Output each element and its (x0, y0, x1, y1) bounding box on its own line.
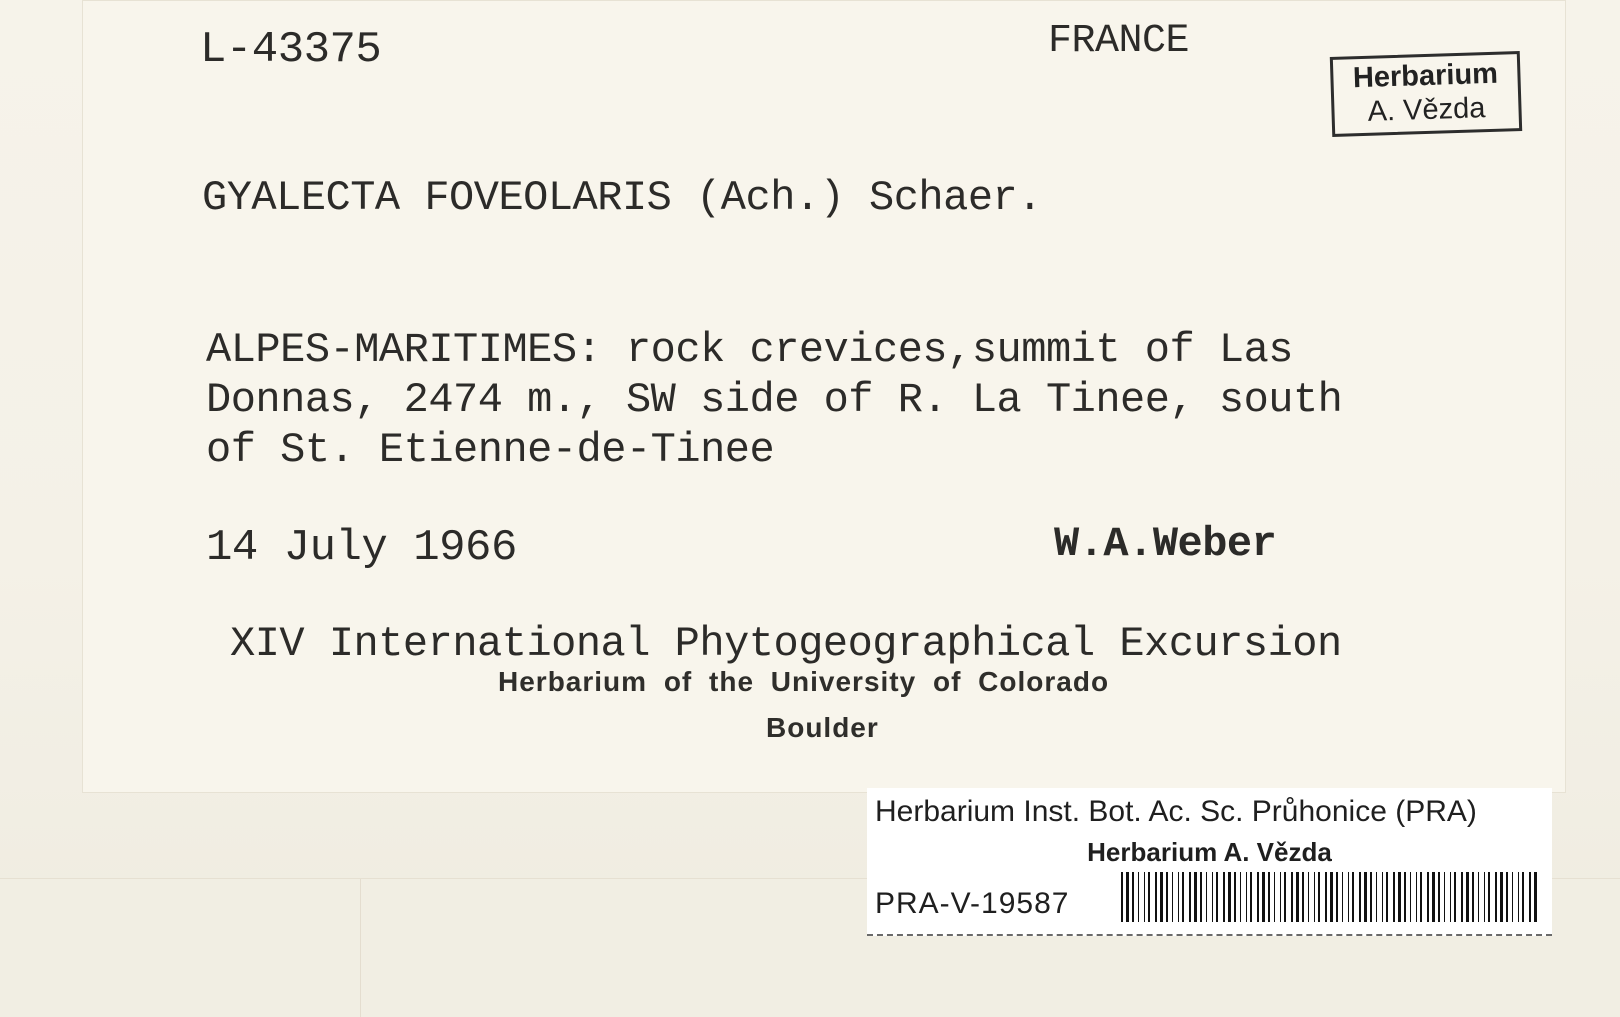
paper-crease (360, 879, 361, 1017)
herbarium-name: Herbarium A. Vězda (1087, 837, 1332, 867)
excursion-title: XIV International Phytogeographical Excursion (230, 620, 1342, 668)
specimen-code: PRA-V-19587 (875, 887, 1070, 920)
locality-line-1: ALPES-MARITIMES: rock crevices,summit of Las (206, 326, 1293, 374)
stamp-line-2: A. Vězda (1367, 92, 1486, 128)
accession-number: L-43375 (200, 25, 382, 75)
collector-name: W.A.Weber (1054, 520, 1277, 568)
taxon-name: GYALECTA FOVEOLARIS (Ach.) Schaer. (202, 174, 1042, 222)
herbarium-stamp (1330, 51, 1522, 137)
university-herbarium: Herbarium of the University of Colorado (498, 666, 1110, 697)
institution-name: Herbarium Inst. Bot. Ac. Sc. Průhonice (PRA) (875, 795, 1477, 828)
locality-line-3: of St. Etienne-de-Tinee (206, 426, 775, 474)
barcode-icon (1121, 872, 1539, 922)
country: FRANCE (1048, 19, 1190, 64)
city: Boulder (766, 712, 879, 743)
locality-line-2: Donnas, 2474 m., SW side of R. La Tinee, south (206, 376, 1343, 424)
pra-barcode-label (867, 788, 1552, 936)
stamp-line-1: Herbarium (1352, 57, 1499, 95)
collection-date: 14 July 1966 (206, 523, 517, 573)
